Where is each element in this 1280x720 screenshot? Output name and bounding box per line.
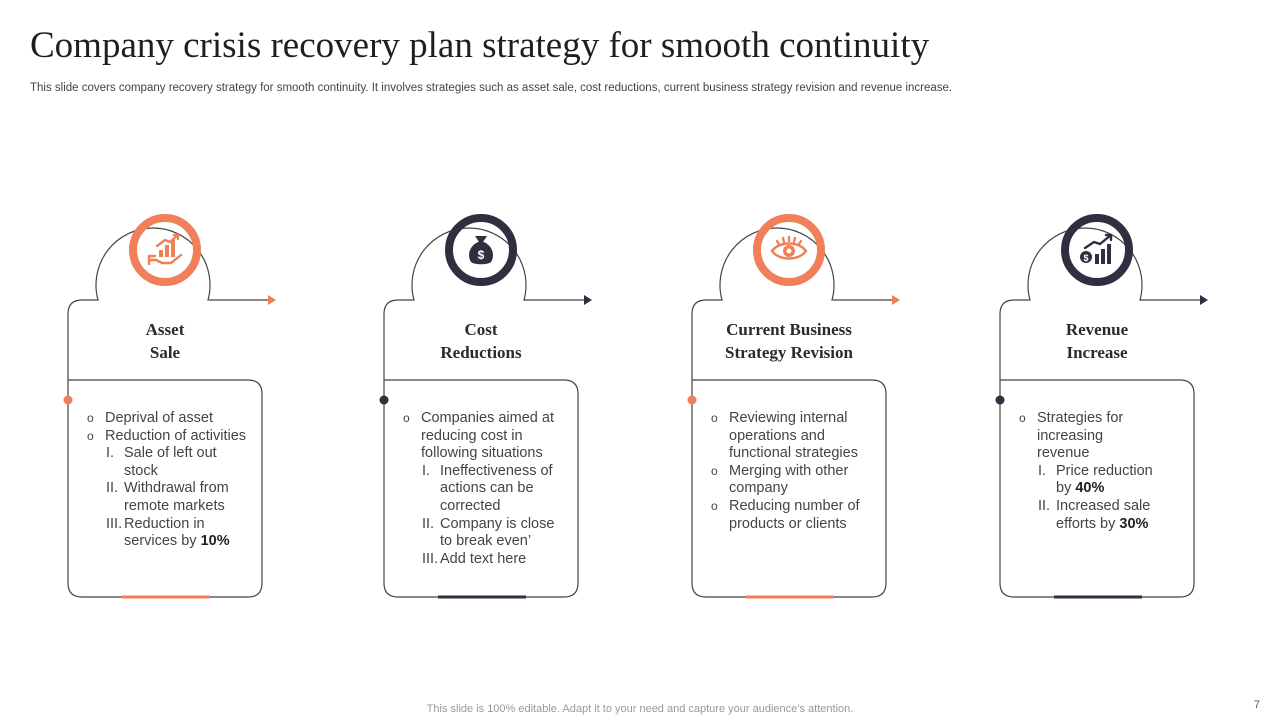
card-title-line: Current Business (726, 320, 852, 339)
list-item: o Companies aimed at reducing cost in following situations (403, 410, 563, 463)
list-item: o Merging with other company (711, 463, 861, 498)
bullet-dot (996, 396, 1005, 405)
roman-numeral: I. (106, 445, 115, 462)
roman-numeral: II. (422, 515, 435, 532)
card-title-line: Cost (464, 320, 498, 339)
roman-numeral: III. (106, 515, 123, 532)
list-subitem: III. Add text here (422, 550, 527, 567)
list-subitem: II. Increased sale efforts by 30% (1038, 497, 1151, 532)
card-title-line: Increase (1066, 343, 1128, 362)
card-title-line: Sale (149, 343, 181, 362)
roman-numeral: II. (106, 480, 119, 497)
card-title-line: Reductions (440, 343, 522, 362)
card-body (1019, 410, 1159, 533)
arrow-head (1200, 295, 1208, 305)
percent-value: 40% (1075, 480, 1105, 497)
percent-value: 30% (1119, 515, 1149, 532)
list-subitem: I. Price reduction by 40% (1038, 462, 1153, 497)
list-subitem: II. Company is close to break even’ (422, 515, 555, 550)
dollar-growth-chart-icon (1061, 214, 1133, 286)
slide-footer: This slide is 100% editable. Adapt it to your need and capture your audience’s attention. (426, 703, 854, 715)
list-item: o Deprival of asset (87, 410, 247, 428)
page-number: 7 (1253, 699, 1260, 711)
list-subitem: I. Ineffectiveness of actions can be corrected (422, 462, 553, 514)
svg-text:$: $ (1083, 253, 1089, 263)
list-subitem: III. Reduction in services by 10% (106, 515, 230, 550)
card-title-line: Revenue (1065, 320, 1129, 339)
list-item: o Reducing number of products or clients (711, 498, 861, 533)
card-title-line: Strategy Revision (725, 343, 853, 362)
roman-numeral: I. (1038, 462, 1047, 479)
roman-numeral: III. (422, 550, 439, 567)
list-item: o Reduction of activities (87, 428, 247, 446)
svg-text:$: $ (477, 248, 485, 262)
list-subitem: II. Withdrawal from remote markets (106, 480, 229, 514)
slide-subtitle: This slide covers company recovery strategy for smooth continuity. It involves strategies such as asset sale, cost reductions, current business strategy revision and revenue increase. (30, 82, 953, 94)
list-item: o Strategies for increasing revenue (1019, 410, 1159, 463)
card-title-line: Asset (145, 320, 185, 339)
list-item: o Reviewing internal operations and functional strategies (711, 410, 861, 463)
list-subitem: I. Sale of left out stock (106, 445, 217, 479)
slide-title: Company crisis recovery plan strategy for smooth continuity (30, 25, 930, 66)
card-title (1002, 318, 1192, 364)
percent-value: 10% (200, 533, 230, 550)
roman-numeral: II. (1038, 497, 1051, 514)
roman-numeral: I. (422, 462, 431, 479)
